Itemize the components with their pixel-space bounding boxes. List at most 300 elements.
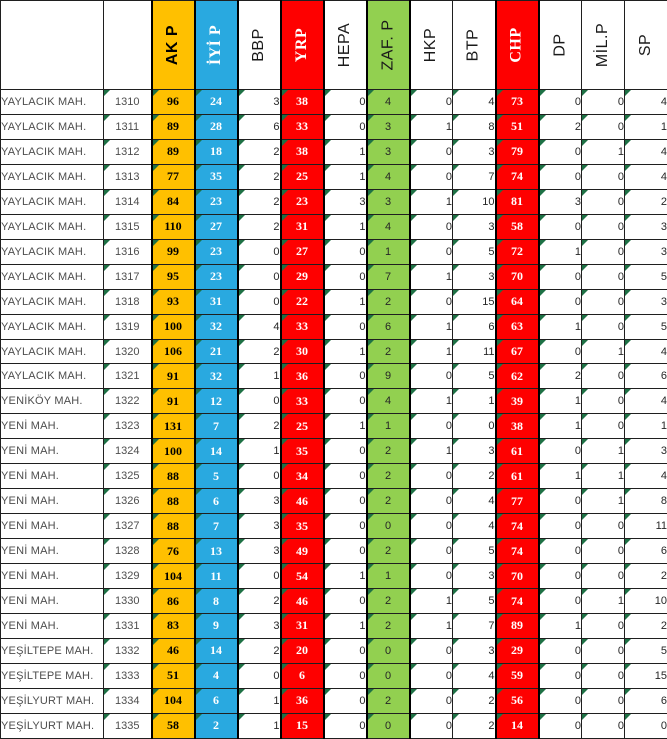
vote-count-cell[interactable]: 0 [582,688,625,713]
vote-count-cell[interactable]: 0 [410,414,453,439]
vote-count-cell[interactable]: 46 [152,638,195,663]
vote-count-cell[interactable]: 5 [625,264,667,289]
vote-count-cell[interactable]: 15 [281,713,324,738]
vote-count-cell[interactable]: 14 [496,713,539,738]
vote-count-cell[interactable]: 70 [496,264,539,289]
vote-count-cell[interactable]: 0 [238,564,281,589]
vote-count-cell[interactable]: 0 [582,614,625,639]
vote-count-cell[interactable]: 0 [410,214,453,239]
vote-count-cell[interactable]: 4 [625,339,667,364]
vote-count-cell[interactable]: 0 [539,289,582,314]
neighborhood-cell[interactable]: YAYLACIK MAH. [1,289,104,314]
vote-count-cell[interactable]: 3 [367,139,410,164]
neighborhood-cell[interactable]: YENİ MAH. [1,514,104,539]
vote-count-cell[interactable]: 1 [539,614,582,639]
vote-count-cell[interactable]: 74 [496,539,539,564]
vote-count-cell[interactable]: 0 [582,539,625,564]
vote-count-cell[interactable]: 0 [324,264,367,289]
vote-count-cell[interactable]: 4 [625,90,667,115]
vote-count-cell[interactable]: 2 [539,364,582,389]
vote-count-cell[interactable]: 4 [453,663,496,688]
vote-count-cell[interactable]: 0 [582,239,625,264]
vote-count-cell[interactable]: 1 [539,389,582,414]
vote-count-cell[interactable]: 0 [582,264,625,289]
vote-count-cell[interactable]: 0 [238,389,281,414]
vote-count-cell[interactable]: 5 [453,239,496,264]
vote-count-cell[interactable]: 1 [324,139,367,164]
vote-count-cell[interactable]: 74 [496,164,539,189]
vote-count-cell[interactable]: 61 [496,439,539,464]
vote-count-cell[interactable]: 6 [453,314,496,339]
vote-count-cell[interactable]: 5 [453,589,496,614]
vote-count-cell[interactable]: 0 [410,90,453,115]
vote-count-cell[interactable]: 0 [410,139,453,164]
vote-count-cell[interactable]: 110 [152,214,195,239]
vote-count-cell[interactable]: 0 [582,514,625,539]
vote-count-cell[interactable]: 2 [625,189,667,214]
ballot-box-number-cell[interactable]: 1335 [104,713,152,738]
vote-count-cell[interactable]: 2 [238,164,281,189]
ballot-box-number-cell[interactable]: 1333 [104,663,152,688]
vote-count-cell[interactable]: 0 [367,663,410,688]
vote-count-cell[interactable]: 0 [410,713,453,738]
vote-count-cell[interactable]: 0 [410,663,453,688]
vote-count-cell[interactable]: 11 [453,339,496,364]
vote-count-cell[interactable]: 33 [281,314,324,339]
vote-count-cell[interactable]: 0 [324,464,367,489]
party-column-header-11[interactable] [582,1,625,90]
vote-count-cell[interactable]: 2 [238,189,281,214]
vote-count-cell[interactable]: 29 [496,638,539,663]
vote-count-cell[interactable]: 4 [367,214,410,239]
vote-count-cell[interactable]: 7 [195,414,238,439]
neighborhood-cell[interactable]: YAYLACIK MAH. [1,189,104,214]
vote-count-cell[interactable]: 4 [453,489,496,514]
vote-count-cell[interactable]: 0 [238,289,281,314]
vote-count-cell[interactable]: 3 [324,189,367,214]
vote-count-cell[interactable]: 0 [324,239,367,264]
vote-count-cell[interactable]: 35 [281,514,324,539]
vote-count-cell[interactable]: 22 [281,289,324,314]
neighborhood-column-header[interactable] [1,1,104,90]
vote-count-cell[interactable]: 3 [238,90,281,115]
vote-count-cell[interactable]: 1 [410,589,453,614]
vote-count-cell[interactable]: 0 [539,663,582,688]
vote-count-cell[interactable]: 0 [582,564,625,589]
neighborhood-cell[interactable]: YEŞİLTEPE MAH. [1,663,104,688]
vote-count-cell[interactable]: 7 [453,164,496,189]
vote-count-cell[interactable]: 33 [281,389,324,414]
vote-count-cell[interactable]: 0 [238,663,281,688]
party-column-header-4[interactable] [281,1,324,90]
party-column-header-7[interactable] [410,1,453,90]
party-column-header-10[interactable] [539,1,582,90]
vote-count-cell[interactable]: 1 [582,489,625,514]
vote-count-cell[interactable]: 7 [195,514,238,539]
vote-count-cell[interactable]: 4 [367,164,410,189]
vote-count-cell[interactable]: 25 [281,164,324,189]
vote-count-cell[interactable]: 1 [324,614,367,639]
vote-count-cell[interactable]: 32 [195,314,238,339]
vote-count-cell[interactable]: 9 [367,364,410,389]
vote-count-cell[interactable]: 3 [238,489,281,514]
vote-count-cell[interactable]: 31 [281,614,324,639]
vote-count-cell[interactable]: 38 [496,414,539,439]
vote-count-cell[interactable]: 35 [195,164,238,189]
vote-count-cell[interactable]: 3 [625,289,667,314]
ballot-box-number-cell[interactable]: 1332 [104,638,152,663]
neighborhood-cell[interactable]: YENİ MAH. [1,439,104,464]
vote-count-cell[interactable]: 6 [625,688,667,713]
vote-count-cell[interactable]: 15 [453,289,496,314]
vote-count-cell[interactable]: 88 [152,464,195,489]
vote-count-cell[interactable]: 5 [453,539,496,564]
ballot-box-column-header[interactable] [104,1,152,90]
vote-count-cell[interactable]: 70 [496,564,539,589]
vote-count-cell[interactable]: 0 [582,414,625,439]
vote-count-cell[interactable]: 2 [367,539,410,564]
vote-count-cell[interactable]: 4 [625,389,667,414]
party-column-header-3[interactable] [238,1,281,90]
vote-count-cell[interactable]: 3 [238,514,281,539]
vote-count-cell[interactable]: 5 [625,314,667,339]
vote-count-cell[interactable]: 3 [367,114,410,139]
vote-count-cell[interactable]: 2 [367,489,410,514]
vote-count-cell[interactable]: 5 [625,638,667,663]
vote-count-cell[interactable]: 0 [539,489,582,514]
vote-count-cell[interactable]: 73 [496,90,539,115]
neighborhood-cell[interactable]: YAYLACIK MAH. [1,314,104,339]
vote-count-cell[interactable]: 131 [152,414,195,439]
party-column-header-12[interactable] [625,1,667,90]
vote-count-cell[interactable]: 3 [453,439,496,464]
vote-count-cell[interactable]: 4 [625,464,667,489]
vote-count-cell[interactable]: 2 [625,564,667,589]
vote-count-cell[interactable]: 1 [324,289,367,314]
vote-count-cell[interactable]: 2 [238,339,281,364]
vote-count-cell[interactable]: 72 [496,239,539,264]
vote-count-cell[interactable]: 1 [453,389,496,414]
vote-count-cell[interactable]: 8 [453,114,496,139]
vote-count-cell[interactable]: 25 [281,414,324,439]
vote-count-cell[interactable]: 1 [324,164,367,189]
vote-count-cell[interactable]: 51 [152,663,195,688]
vote-count-cell[interactable]: 14 [195,439,238,464]
vote-count-cell[interactable]: 0 [582,90,625,115]
vote-count-cell[interactable]: 8 [195,589,238,614]
vote-count-cell[interactable]: 100 [152,439,195,464]
vote-count-cell[interactable]: 5 [453,364,496,389]
vote-count-cell[interactable]: 3 [453,214,496,239]
vote-count-cell[interactable]: 7 [367,264,410,289]
vote-count-cell[interactable]: 0 [582,164,625,189]
ballot-box-number-cell[interactable]: 1310 [104,90,152,115]
vote-count-cell[interactable]: 4 [453,90,496,115]
vote-count-cell[interactable]: 0 [625,713,667,738]
vote-count-cell[interactable]: 0 [582,214,625,239]
vote-count-cell[interactable]: 27 [195,214,238,239]
vote-count-cell[interactable]: 0 [410,489,453,514]
neighborhood-cell[interactable]: YAYLACIK MAH. [1,164,104,189]
vote-count-cell[interactable]: 4 [625,164,667,189]
vote-count-cell[interactable]: 0 [238,239,281,264]
vote-count-cell[interactable]: 0 [539,164,582,189]
vote-count-cell[interactable]: 84 [152,189,195,214]
vote-count-cell[interactable]: 0 [539,713,582,738]
party-column-header-8[interactable] [453,1,496,90]
vote-count-cell[interactable]: 46 [281,489,324,514]
vote-count-cell[interactable]: 0 [410,289,453,314]
neighborhood-cell[interactable]: YAYLACIK MAH. [1,364,104,389]
vote-count-cell[interactable]: 88 [152,514,195,539]
vote-count-cell[interactable]: 2 [238,414,281,439]
vote-count-cell[interactable]: 0 [324,439,367,464]
vote-count-cell[interactable]: 100 [152,314,195,339]
party-column-header-6[interactable] [367,1,410,90]
vote-count-cell[interactable]: 46 [281,589,324,614]
vote-count-cell[interactable]: 2 [453,688,496,713]
vote-count-cell[interactable]: 4 [625,139,667,164]
party-column-header-1[interactable] [152,1,195,90]
vote-count-cell[interactable]: 89 [152,139,195,164]
vote-count-cell[interactable]: 1 [324,339,367,364]
neighborhood-cell[interactable]: YAYLACIK MAH. [1,214,104,239]
vote-count-cell[interactable]: 91 [152,389,195,414]
vote-count-cell[interactable]: 31 [281,214,324,239]
vote-count-cell[interactable]: 0 [582,389,625,414]
vote-count-cell[interactable]: 4 [195,663,238,688]
ballot-box-number-cell[interactable]: 1323 [104,414,152,439]
vote-count-cell[interactable]: 0 [539,564,582,589]
vote-count-cell[interactable]: 23 [195,239,238,264]
vote-count-cell[interactable]: 11 [195,564,238,589]
vote-count-cell[interactable]: 0 [582,638,625,663]
vote-count-cell[interactable]: 58 [152,713,195,738]
party-column-header-5[interactable] [324,1,367,90]
vote-count-cell[interactable]: 3 [625,239,667,264]
vote-count-cell[interactable]: 88 [152,489,195,514]
vote-count-cell[interactable]: 0 [324,389,367,414]
vote-count-cell[interactable]: 1 [625,114,667,139]
vote-count-cell[interactable]: 1 [539,464,582,489]
neighborhood-cell[interactable]: YEŞİLYURT MAH. [1,713,104,738]
vote-count-cell[interactable]: 1 [410,264,453,289]
vote-count-cell[interactable]: 0 [324,539,367,564]
vote-count-cell[interactable]: 1 [410,389,453,414]
vote-count-cell[interactable]: 2 [539,114,582,139]
vote-count-cell[interactable]: 9 [195,614,238,639]
vote-count-cell[interactable]: 0 [324,489,367,514]
vote-count-cell[interactable]: 28 [195,114,238,139]
neighborhood-cell[interactable]: YENİ MAH. [1,564,104,589]
vote-count-cell[interactable]: 1 [410,314,453,339]
vote-count-cell[interactable]: 1 [410,614,453,639]
vote-count-cell[interactable]: 0 [324,688,367,713]
vote-count-cell[interactable]: 2 [367,464,410,489]
vote-count-cell[interactable]: 104 [152,688,195,713]
vote-count-cell[interactable]: 10 [453,189,496,214]
vote-count-cell[interactable]: 39 [496,389,539,414]
vote-count-cell[interactable]: 6 [195,688,238,713]
neighborhood-cell[interactable]: YENİ MAH. [1,489,104,514]
ballot-box-number-cell[interactable]: 1320 [104,339,152,364]
vote-count-cell[interactable]: 20 [281,638,324,663]
ballot-box-number-cell[interactable]: 1322 [104,389,152,414]
vote-count-cell[interactable]: 49 [281,539,324,564]
vote-count-cell[interactable]: 0 [410,364,453,389]
vote-count-cell[interactable]: 3 [539,189,582,214]
vote-count-cell[interactable]: 3 [367,189,410,214]
vote-count-cell[interactable]: 2 [367,439,410,464]
vote-count-cell[interactable]: 1 [324,214,367,239]
vote-count-cell[interactable]: 1 [238,439,281,464]
party-column-header-2[interactable] [195,1,238,90]
vote-count-cell[interactable]: 35 [281,439,324,464]
vote-count-cell[interactable]: 2 [453,464,496,489]
vote-count-cell[interactable]: 106 [152,339,195,364]
ballot-box-number-cell[interactable]: 1326 [104,489,152,514]
vote-count-cell[interactable]: 1 [582,339,625,364]
vote-count-cell[interactable]: 18 [195,139,238,164]
vote-count-cell[interactable]: 1 [539,239,582,264]
vote-count-cell[interactable]: 0 [324,589,367,614]
vote-count-cell[interactable]: 4 [453,514,496,539]
vote-count-cell[interactable]: 3 [453,564,496,589]
vote-count-cell[interactable]: 12 [195,389,238,414]
vote-count-cell[interactable]: 64 [496,289,539,314]
vote-count-cell[interactable]: 74 [496,589,539,614]
vote-count-cell[interactable]: 3 [453,638,496,663]
vote-count-cell[interactable]: 67 [496,339,539,364]
vote-count-cell[interactable]: 76 [152,539,195,564]
ballot-box-number-cell[interactable]: 1334 [104,688,152,713]
vote-count-cell[interactable]: 2 [367,614,410,639]
vote-count-cell[interactable]: 2 [238,589,281,614]
vote-count-cell[interactable]: 0 [410,464,453,489]
vote-count-cell[interactable]: 89 [152,114,195,139]
vote-count-cell[interactable]: 6 [238,114,281,139]
vote-count-cell[interactable]: 27 [281,239,324,264]
vote-count-cell[interactable]: 0 [539,439,582,464]
ballot-box-number-cell[interactable]: 1327 [104,514,152,539]
vote-count-cell[interactable]: 0 [324,713,367,738]
vote-count-cell[interactable]: 59 [496,663,539,688]
vote-count-cell[interactable]: 13 [195,539,238,564]
vote-count-cell[interactable]: 21 [195,339,238,364]
vote-count-cell[interactable]: 0 [453,414,496,439]
vote-count-cell[interactable]: 14 [195,638,238,663]
vote-count-cell[interactable]: 1 [539,314,582,339]
ballot-box-number-cell[interactable]: 1328 [104,539,152,564]
vote-count-cell[interactable]: 23 [281,189,324,214]
vote-count-cell[interactable]: 0 [238,464,281,489]
vote-count-cell[interactable]: 23 [195,264,238,289]
vote-count-cell[interactable]: 34 [281,464,324,489]
ballot-box-number-cell[interactable]: 1313 [104,164,152,189]
ballot-box-number-cell[interactable]: 1318 [104,289,152,314]
vote-count-cell[interactable]: 6 [367,314,410,339]
ballot-box-number-cell[interactable]: 1312 [104,139,152,164]
vote-count-cell[interactable]: 3 [453,264,496,289]
ballot-box-number-cell[interactable]: 1321 [104,364,152,389]
vote-count-cell[interactable]: 0 [539,589,582,614]
vote-count-cell[interactable]: 0 [539,339,582,364]
ballot-box-number-cell[interactable]: 1329 [104,564,152,589]
vote-count-cell[interactable]: 6 [195,489,238,514]
vote-count-cell[interactable]: 54 [281,564,324,589]
vote-count-cell[interactable]: 74 [496,514,539,539]
vote-count-cell[interactable]: 0 [410,239,453,264]
vote-count-cell[interactable]: 1 [367,564,410,589]
vote-count-cell[interactable]: 56 [496,688,539,713]
vote-count-cell[interactable]: 1 [410,189,453,214]
vote-count-cell[interactable]: 79 [496,139,539,164]
vote-count-cell[interactable]: 11 [625,514,667,539]
vote-count-cell[interactable]: 0 [582,189,625,214]
vote-count-cell[interactable]: 1 [367,239,410,264]
vote-count-cell[interactable]: 29 [281,264,324,289]
vote-count-cell[interactable]: 0 [324,663,367,688]
party-column-header-9[interactable] [496,1,539,90]
vote-count-cell[interactable]: 3 [238,539,281,564]
vote-count-cell[interactable]: 3 [625,439,667,464]
vote-count-cell[interactable]: 2 [367,589,410,614]
vote-count-cell[interactable]: 0 [324,364,367,389]
vote-count-cell[interactable]: 1 [410,114,453,139]
vote-count-cell[interactable]: 3 [625,214,667,239]
vote-count-cell[interactable]: 31 [195,289,238,314]
vote-count-cell[interactable]: 62 [496,364,539,389]
vote-count-cell[interactable]: 89 [496,614,539,639]
vote-count-cell[interactable]: 0 [539,139,582,164]
vote-count-cell[interactable]: 1 [625,414,667,439]
vote-count-cell[interactable]: 58 [496,214,539,239]
vote-count-cell[interactable]: 0 [582,663,625,688]
neighborhood-cell[interactable]: YENİKÖY MAH. [1,389,104,414]
vote-count-cell[interactable]: 0 [324,314,367,339]
ballot-box-number-cell[interactable]: 1331 [104,614,152,639]
vote-count-cell[interactable]: 0 [539,90,582,115]
vote-count-cell[interactable]: 1 [238,688,281,713]
vote-count-cell[interactable]: 2 [238,139,281,164]
vote-count-cell[interactable]: 0 [539,539,582,564]
vote-count-cell[interactable]: 5 [195,464,238,489]
neighborhood-cell[interactable]: YENİ MAH. [1,589,104,614]
neighborhood-cell[interactable]: YENİ MAH. [1,414,104,439]
vote-count-cell[interactable]: 0 [410,514,453,539]
vote-count-cell[interactable]: 36 [281,364,324,389]
vote-count-cell[interactable]: 0 [367,713,410,738]
vote-count-cell[interactable]: 0 [324,90,367,115]
vote-count-cell[interactable]: 2 [195,713,238,738]
vote-count-cell[interactable]: 1 [539,414,582,439]
vote-count-cell[interactable]: 0 [539,638,582,663]
vote-count-cell[interactable]: 32 [195,364,238,389]
vote-count-cell[interactable]: 2 [453,713,496,738]
vote-count-cell[interactable]: 0 [582,713,625,738]
vote-count-cell[interactable]: 1 [238,713,281,738]
neighborhood-cell[interactable]: YENİ MAH. [1,539,104,564]
vote-count-cell[interactable]: 0 [410,564,453,589]
vote-count-cell[interactable]: 77 [496,489,539,514]
neighborhood-cell[interactable]: YAYLACIK MAH. [1,239,104,264]
vote-count-cell[interactable]: 1 [324,414,367,439]
vote-count-cell[interactable]: 2 [367,339,410,364]
vote-count-cell[interactable]: 4 [367,90,410,115]
vote-count-cell[interactable]: 99 [152,239,195,264]
neighborhood-cell[interactable]: YEŞİLYURT MAH. [1,688,104,713]
vote-count-cell[interactable]: 93 [152,289,195,314]
